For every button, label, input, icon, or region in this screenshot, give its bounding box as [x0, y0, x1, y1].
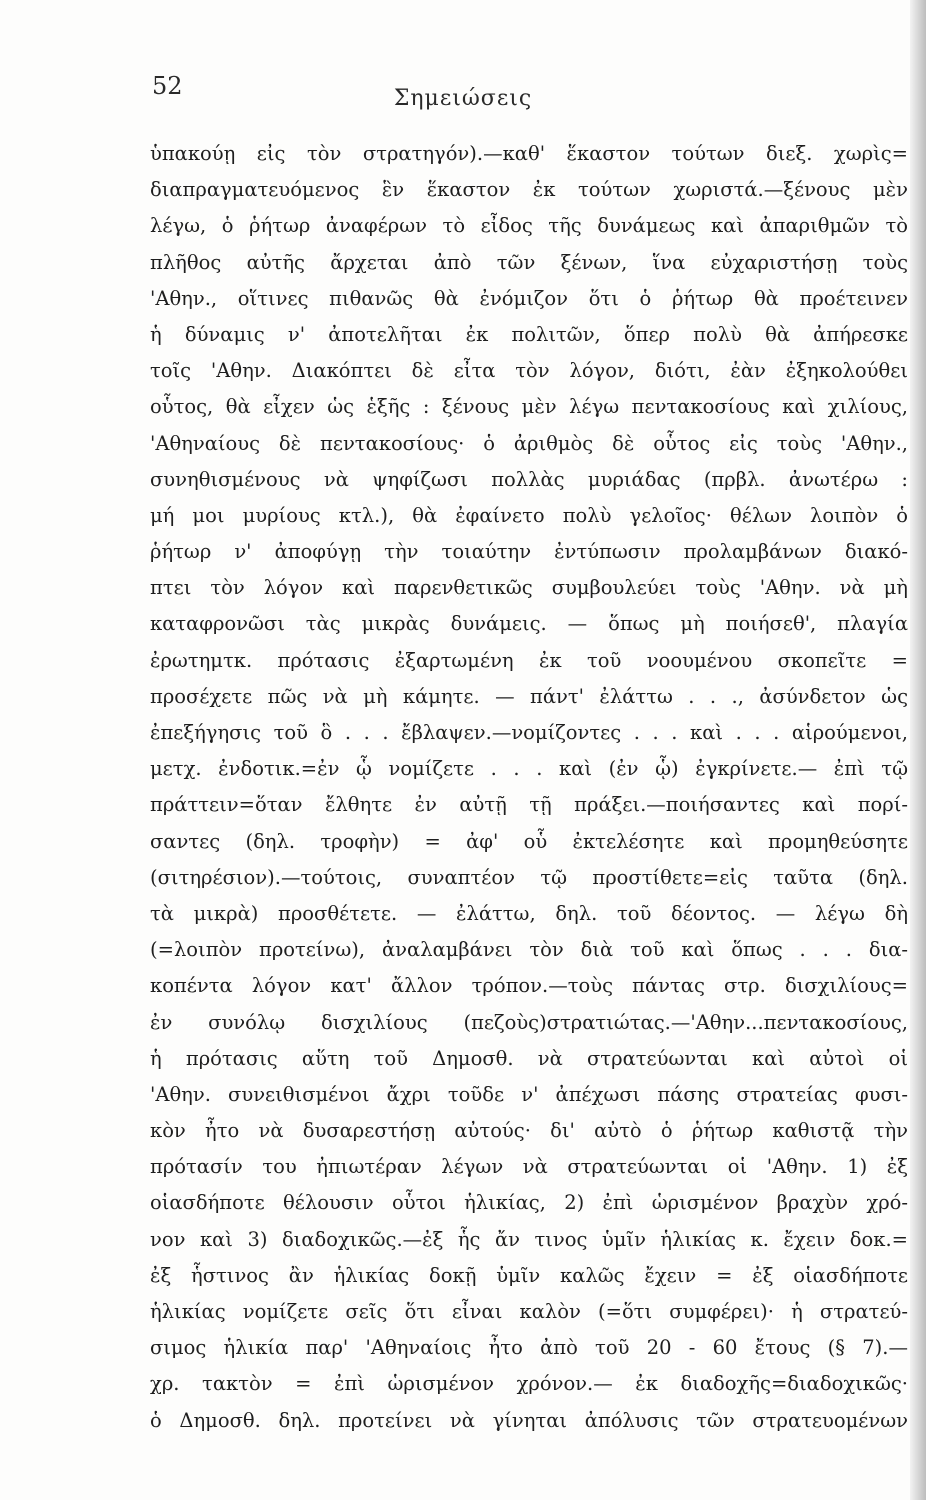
page-number: 52	[152, 72, 183, 100]
notes-text-block	[150, 136, 908, 1439]
text-line: μετχ. ἐνδοτικ.=ἐν ᾧ νομίζετε . . . καὶ (ἐν ᾧ) ἐγκρίνετε.— ἐπὶ τῷ	[150, 757, 908, 781]
text-line: κοπέντα λόγον κατ' ἄλλον τρόπον.—τοὺς πάντας στρ. δισχιλίους=	[150, 974, 908, 998]
text-line: νον καὶ 3) διαδοχικῶς.—ἐξ ἧς ἄν τινος ὑμῖν ἡλικίας κ. ἔχειν δοκ.=	[150, 1227, 908, 1251]
text-line: ἐρωτημτκ. πρότασις ἐξαρτωμένη ἐκ τοῦ νοουμένου σκοπεῖτε =	[150, 648, 908, 672]
text-line: διαπραγματευόμενος ἓν ἕκαστον ἐκ τούτων χωριστά.—ξένους μὲν	[150, 178, 908, 202]
text-line: συνηθισμένους νὰ ψηφίζωσι πολλὰς μυριάδας (πρβλ. ἀνωτέρω :	[150, 467, 908, 491]
text-line: 'Αθηναίους δὲ πεντακοσίους· ὁ ἀριθμὸς δὲ οὗτος εἰς τοὺς 'Αθην.,	[150, 431, 908, 455]
running-head: Σημειώσεις	[393, 86, 533, 111]
text-line: πράττειν=ὅταν ἔλθητε ἐν αὐτῇ τῇ πράξει.—ποιήσαντες καὶ πορί-	[150, 793, 908, 817]
text-line: πλῆθος αὐτῆς ἄρχεται ἀπὸ τῶν ξένων, ἵνα εὐχαριστήσῃ τοὺς	[150, 250, 908, 274]
text-line: ἐξ ἧστινος ἂν ἡλικίας δοκῇ ὑμῖν καλῶς ἔχειν = ἐξ οἱασδήποτε	[150, 1263, 908, 1287]
text-line: 'Αθην., οἵτινες πιθανῶς θὰ ἐνόμιζον ὅτι ὁ ῥήτωρ θὰ προέτεινεν	[150, 286, 908, 310]
text-line: ἡλικίας νομίζετε σεῖς ὅτι εἶναι καλὸν (=ὅτι συμφέρει)· ἡ στρατεύ-	[150, 1300, 908, 1323]
text-line: (=λοιπὸν προτείνω), ἀναλαμβάνει τὸν διὰ τοῦ καὶ ὅπως . . . δια-	[150, 938, 908, 962]
text-line: καταφρονῶσι τὰς μικρὰς δυνάμεις. — ὅπως μὴ ποιήσεθ', πλαγία	[150, 612, 908, 636]
text-line: σαντες (δηλ. τροφὴν) = ἀφ' οὗ ἐκτελέσητε καὶ προμηθεύσητε	[150, 829, 908, 853]
text-line: ῥήτωρ ν' ἀποφύγῃ τὴν τοιαύτην ἐντύπωσιν προλαμβάνων διακό-	[150, 540, 908, 564]
text-line: ἐν συνόλῳ δισχιλίους (πεζοὺς)στρατιώτας.—'Αθην...πεντακοσίους,	[150, 1010, 908, 1034]
text-line: ὑπακούῃ εἰς τὸν στρατηγόν).—καθ' ἕκαστον τούτων διεξ. χωρὶς=	[150, 142, 908, 165]
text-line: πτει τὸν λόγον καὶ παρενθετικῶς συμβουλεύει τοὺς 'Αθην. νὰ μὴ	[150, 576, 908, 600]
text-line: 'Αθην. συνειθισμένοι ἄχρι τοῦδε ν' ἀπέχωσι πάσης στρατείας φυσι-	[150, 1082, 908, 1106]
page-edge-shadow	[910, 0, 926, 1500]
text-line: προσέχετε πῶς νὰ μὴ κάμητε. — πάντ' ἐλάττω . . ., ἀσύνδετον ὡς	[150, 684, 908, 708]
text-line: πρότασίν του ἠπιωτέραν λέγων νὰ στρατεύωνται οἱ 'Αθην. 1) ἐξ	[150, 1155, 908, 1179]
text-line: ἐπεξήγησις τοῦ ὃ . . . ἔβλαψεν.—νομίζοντες . . . καὶ . . . αἱρούμενοι,	[150, 721, 908, 744]
text-line: τοῖς 'Αθην. Διακόπτει δὲ εἶτα τὸν λόγον, διότι, ἐὰν ἐξηκολούθει	[150, 359, 908, 383]
text-line: κὸν ἦτο νὰ δυσαρεστήσῃ αὐτούς· δι' αὐτὸ ὁ ῥήτωρ καθιστᾷ τὴν	[150, 1119, 908, 1143]
text-line: ἡ πρότασις αὕτη τοῦ Δημοσθ. νὰ στρατεύωνται καὶ αὐτοὶ οἱ	[150, 1046, 908, 1070]
text-line: μή μοι μυρίους κτλ.), θὰ ἐφαίνετο πολὺ γελοῖος· θέλων λοιπὸν ὁ	[150, 503, 908, 527]
text-line: (σιτηρέσιον).—τούτοις, συναπτέον τῷ προστίθετε=εἰς ταῦτα (δηλ.	[150, 865, 908, 889]
text-line: χρ. τακτὸν = ἐπὶ ὡρισμένον χρόνον.— ἐκ διαδοχῆς=διαδοχικῶς·	[150, 1372, 908, 1396]
text-line: οὗτος, θὰ εἶχεν ὡς ἑξῆς : ξένους μὲν λέγω πεντακοσίους καὶ χιλίους,	[150, 395, 908, 419]
text-line: ὁ Δημοσθ. δηλ. προτείνει νὰ γίνηται ἀπόλυσις τῶν στρατευομένων	[150, 1408, 908, 1432]
text-line: σιμος ἡλικία παρ' 'Αθηναίοις ἦτο ἀπὸ τοῦ 20 - 60 ἔτους (§ 7).—	[150, 1336, 908, 1360]
text-line: ἡ δύναμις ν' ἀποτελῆται ἐκ πολιτῶν, ὅπερ πολὺ θὰ ἀπήρεσκε	[150, 322, 908, 346]
text-line: οἱασδήποτε θέλουσιν οὗτοι ἡλικίας, 2) ἐπὶ ὡρισμένον βραχὺν χρό-	[150, 1191, 908, 1215]
text-line: τὰ μικρὰ) προσθέτετε. — ἐλάττω, δηλ. τοῦ δέοντος. — λέγω δὴ	[150, 901, 908, 925]
text-line: λέγω, ὁ ῥήτωρ ἀναφέρων τὸ εἶδος τῆς δυνάμεως καὶ ἀπαριθμῶν τὸ	[150, 214, 908, 238]
